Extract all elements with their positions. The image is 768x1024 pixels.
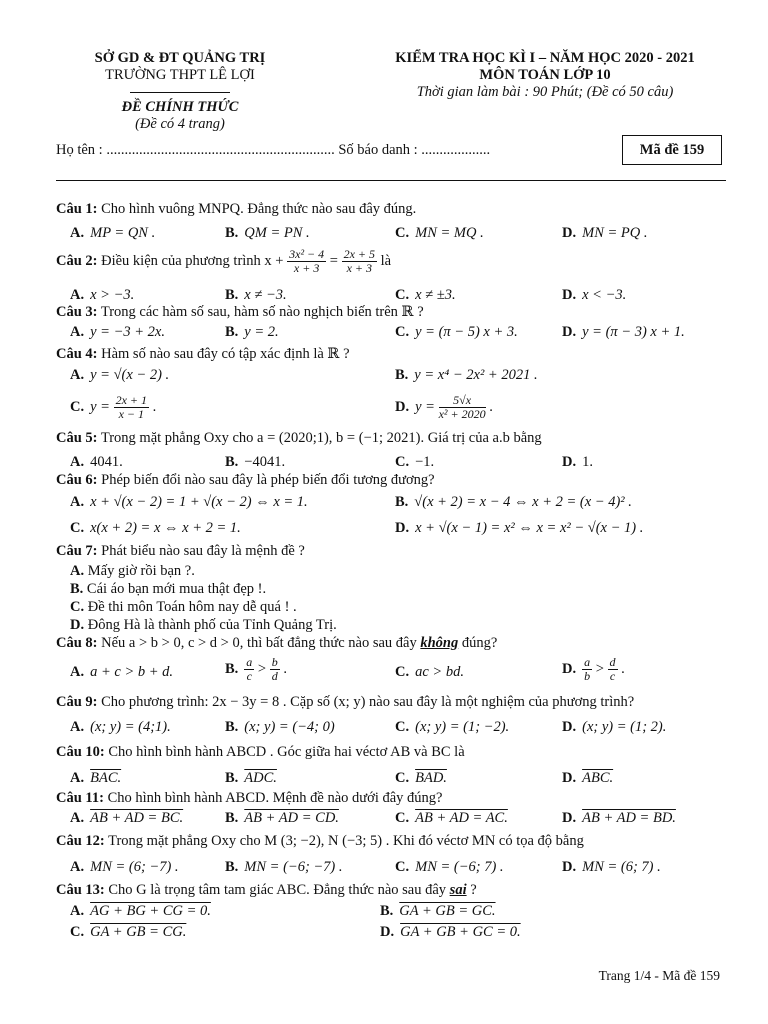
options-q4-row1 bbox=[70, 367, 730, 385]
question-7: Câu 7: Phát biểu nào sau đây là mệnh đề ? bbox=[56, 543, 305, 559]
option-b[interactable]: B. GA + GB = GC. bbox=[380, 903, 496, 919]
option-b[interactable]: B. MN = (−6; −7) . bbox=[225, 859, 343, 875]
duration: Thời gian làm bài : 90 Phút; (Đề có 50 câu) bbox=[416, 84, 674, 100]
option-a[interactable]: A. AG + BG + CG = 0. bbox=[70, 903, 211, 919]
option-q7-b[interactable]: B. Cái áo bạn mới mua thật đẹp !. bbox=[70, 581, 267, 597]
option-a[interactable]: A. x + √(x − 2) = 1 + √(x − 2) ⇔ x = 1. bbox=[70, 494, 308, 510]
question-9: Câu 9: Cho phương trình: 2x − 3y = 8 . Cặp số (x; y) nào sau đây là một nghiệm của phương trình? bbox=[56, 694, 635, 710]
question-2: Câu 2: Điều kiện của phương trình x + $\frac{\text{3x² − 4}}{x + 3}$ = $\frac{2x + 5}{x + 3}$ là bbox=[56, 247, 392, 275]
option-a[interactable]: A. BAC. bbox=[70, 770, 122, 786]
options-q10 bbox=[70, 770, 730, 788]
question-11: Câu 11: Cho hình bình hành ABCD. Mệnh đề nào dưới đây đúng? bbox=[56, 790, 443, 806]
option-c[interactable]: C. BAD. bbox=[395, 770, 447, 786]
option-d[interactable]: D. GA + GB + GC = 0. bbox=[380, 924, 521, 940]
option-a[interactable]: A. 4041. bbox=[70, 454, 123, 470]
option-c[interactable]: C. GA + GB = CG. bbox=[70, 924, 187, 940]
option-a[interactable]: A. MN = (6; −7) . bbox=[70, 859, 179, 875]
header-divider bbox=[130, 92, 230, 93]
option-b[interactable]: B. $\frac{a}{c}$ > $\frac{b}{d}$ . bbox=[225, 655, 287, 683]
question-3: Câu 3: Trong các hàm số sau, hàm số nào nghịch biến trên ℝ ? bbox=[56, 304, 424, 320]
option-b[interactable]: B. ADC. bbox=[225, 770, 277, 786]
option-c[interactable]: C. ac > bd. bbox=[395, 664, 464, 680]
option-a[interactable]: A. AB + AD = BC. bbox=[70, 810, 184, 826]
exam-title: KIỂM TRA HỌC KÌ I – NĂM HỌC 2020 - 2021 bbox=[395, 50, 695, 66]
option-c[interactable]: C. −1. bbox=[395, 454, 435, 470]
options-q13-row2 bbox=[70, 924, 730, 942]
option-b[interactable]: B. QM = PN . bbox=[225, 225, 310, 241]
header-rule bbox=[56, 180, 726, 181]
option-c[interactable]: C. MN = (−6; 7) . bbox=[395, 859, 504, 875]
question-1: Câu 1: Cho hình vuông MNPQ. Đẳng thức nào sau đây đúng. bbox=[56, 201, 417, 217]
department: SỞ GD & ĐT QUẢNG TRỊ bbox=[94, 50, 266, 66]
option-q7-c[interactable]: C. Đề thi môn Toán hôm nay dễ quá ! . bbox=[70, 599, 297, 615]
option-d[interactable]: D. MN = PQ . bbox=[562, 225, 648, 241]
options-q12 bbox=[70, 859, 730, 877]
options-q6-row2 bbox=[70, 520, 730, 538]
option-b[interactable]: B. (x; y) = (−4; 0) bbox=[225, 719, 335, 735]
student-info-line: Họ tên : ............................................................... Số báo danh : ................... bbox=[56, 142, 491, 158]
question-5: Câu 5: Trong mặt phẳng Oxy cho a = (2020;1), b = (−1; 2021). Giá trị của a.b bằng bbox=[56, 430, 542, 446]
option-a[interactable]: A. y = −3 + 2x. bbox=[70, 324, 165, 340]
fraction-1: $\frac{\text{3x² − 4}}{x + 3}$ bbox=[289, 247, 325, 275]
options-q6-row1 bbox=[70, 494, 730, 512]
option-c[interactable]: C. y = (π − 5) x + 3. bbox=[395, 324, 518, 340]
question-8: Câu 8: Nếu a > b > 0, c > d > 0, thì bất đẳng thức nào sau đây không đúng? bbox=[56, 635, 498, 651]
header-right bbox=[360, 50, 730, 101]
question-13: Câu 13: Cho G là trọng tâm tam giác ABC. Đẳng thức nào sau đây sai ? bbox=[56, 882, 477, 898]
subject-title: MÔN TOÁN LỚP 10 bbox=[479, 67, 611, 83]
option-b[interactable]: B. √(x + 2) = x − 4 ⇔ x + 2 = (x − 4)² . bbox=[395, 494, 632, 510]
option-q7-d[interactable]: D. Đông Hà là thành phố của Tỉnh Quảng Trị. bbox=[70, 617, 337, 633]
option-a[interactable]: A. x > −3. bbox=[70, 287, 135, 303]
school-name: TRƯỜNG THPT LÊ LỢI bbox=[105, 67, 255, 83]
page-count: (Đề có 4 trang) bbox=[135, 116, 225, 132]
option-d[interactable]: D. y = (π − 3) x + 1. bbox=[562, 324, 685, 340]
question-12: Câu 12: Trong mặt phẳng Oxy cho M (3; −2), N (−3; 5) . Khi đó véctơ MN có tọa độ bằng bbox=[56, 833, 584, 849]
options-q2 bbox=[70, 287, 730, 305]
options-q1 bbox=[70, 225, 730, 243]
option-d[interactable]: D. 1. bbox=[562, 454, 593, 470]
option-d[interactable]: D. MN = (6; 7) . bbox=[562, 859, 661, 875]
official-label: ĐỀ CHÍNH THỨC bbox=[121, 99, 239, 115]
option-a[interactable]: A. a + c > b + d. bbox=[70, 664, 174, 680]
option-b[interactable]: B. y = 2. bbox=[225, 324, 279, 340]
page-footer: Trang 1/4 - Mã đề 159 bbox=[598, 968, 720, 983]
option-d[interactable]: D. y = $\frac{5√x}{\text{x² + 2020}}$ . bbox=[395, 393, 493, 421]
option-d[interactable]: D. x + √(x − 1) = x² ⇔ x = x² − √(x − 1) . bbox=[395, 520, 644, 536]
option-c[interactable]: C. y = $\frac{2x + 1}{x - 1}$ . bbox=[70, 393, 157, 421]
options-q3 bbox=[70, 324, 730, 342]
option-c[interactable]: C. x(x + 2) = x ⇔ x + 2 = 1. bbox=[70, 520, 241, 536]
option-a[interactable]: A. (x; y) = (4;1). bbox=[70, 719, 171, 735]
options-q4-row2 bbox=[70, 392, 730, 426]
option-b[interactable]: B. y = x⁴ − 2x² + 2021 . bbox=[395, 367, 538, 383]
header-left bbox=[60, 50, 300, 133]
question-10: Câu 10: Cho hình bình hành ABCD . Góc giữa hai véctơ AB và BC là bbox=[56, 744, 465, 760]
options-q11 bbox=[70, 810, 730, 828]
option-c[interactable]: C. MN = MQ . bbox=[395, 225, 484, 241]
options-q9 bbox=[70, 719, 730, 737]
options-q8 bbox=[70, 656, 730, 690]
option-c[interactable]: C. (x; y) = (1; −2). bbox=[395, 719, 510, 735]
option-q7-a[interactable]: A. Mấy giờ rồi bạn ?. bbox=[70, 563, 195, 579]
question-4: Câu 4: Hàm số nào sau đây có tập xác định là ℝ ? bbox=[56, 346, 350, 362]
option-d[interactable]: D. ABC. bbox=[562, 770, 614, 786]
option-d[interactable]: D. AB + AD = BD. bbox=[562, 810, 676, 826]
options-q5 bbox=[70, 454, 730, 472]
question-6: Câu 6: Phép biến đổi nào sau đây là phép biến đổi tương đương? bbox=[56, 472, 435, 488]
option-d[interactable]: D. x < −3. bbox=[562, 287, 627, 303]
option-a[interactable]: A. MP = QN . bbox=[70, 225, 156, 241]
option-c[interactable]: C. x ≠ ±3. bbox=[395, 287, 456, 303]
option-c[interactable]: C. AB + AD = AC. bbox=[395, 810, 508, 826]
option-a[interactable]: A. y = √(x − 2) . bbox=[70, 367, 170, 383]
fraction-2: $\frac{2x + 5}{x + 3}$ bbox=[343, 247, 376, 275]
option-d[interactable]: D. (x; y) = (1; 2). bbox=[562, 719, 667, 735]
emphasis-wrong: sai bbox=[449, 882, 467, 898]
option-b[interactable]: B. x ≠ −3. bbox=[225, 287, 287, 303]
exam-code-box: Mã đề 159 bbox=[622, 135, 722, 165]
option-b[interactable]: B. −4041. bbox=[225, 454, 286, 470]
options-q13-row1 bbox=[70, 903, 730, 921]
emphasis-not: không bbox=[420, 635, 459, 651]
option-d[interactable]: D. $\frac{a}{b}$ > $\frac{d}{c}$ . bbox=[562, 655, 625, 683]
option-b[interactable]: B. AB + AD = CD. bbox=[225, 810, 339, 826]
